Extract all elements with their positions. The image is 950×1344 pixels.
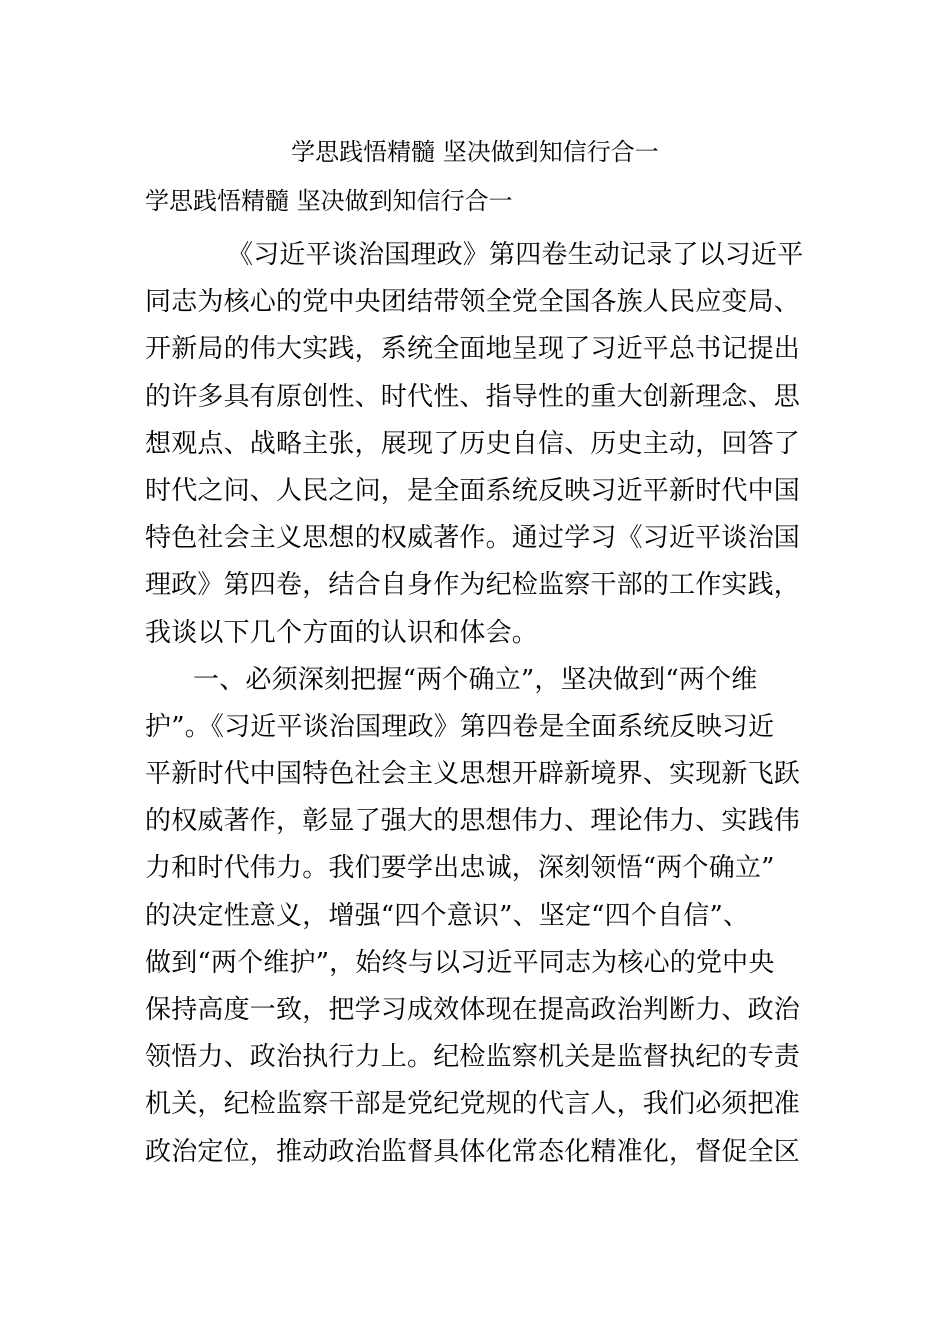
paragraph-line: 领悟力、政治执行力上。纪检监察机关是监督执纪的专责 <box>145 1042 801 1073</box>
paragraph-line: 《习近平谈治国理政》第四卷生动记录了以习近平 <box>227 240 804 270</box>
paragraph-line: 想观点、战略主张，展现了历史自信、历史主动，回答了 <box>145 428 801 459</box>
paragraph-line: 的许多具有原创性、时代性、指导性的重大创新理念、思 <box>145 381 801 412</box>
paragraph-line: 我谈以下几个方面的认识和体会。 <box>145 617 539 648</box>
paragraph-line: 时代之问、人民之问，是全面系统反映习近平新时代中国 <box>145 475 801 506</box>
paragraph-line: 力和时代伟力。我们要学出忠诚，深刻领悟“两个确立” <box>145 853 775 884</box>
paragraph-line: 同志为核心的党中央团结带领全党全国各族人民应变局、 <box>145 287 801 318</box>
paragraph-line: 的权威著作，彰显了强大的思想伟力、理论伟力、实践伟 <box>145 806 801 837</box>
document-subtitle: 学思践悟精髓 坚决做到知信行合一 <box>145 187 513 215</box>
paragraph-line: 机关，纪检监察干部是党纪党规的代言人，我们必须把准 <box>145 1089 801 1120</box>
document-body <box>145 232 805 1176</box>
paragraph-line: 的决定性意义，增强“四个意识”、坚定“四个自信”、 <box>145 900 750 931</box>
paragraph-line: 一、必须深刻把握“两个确立”，坚决做到“两个维 <box>193 664 758 695</box>
paragraph-line: 护”。《习近平谈治国理政》第四卷是全面系统反映习近 <box>145 711 775 742</box>
document-title: 学思践悟精髓 坚决做到知信行合一 <box>291 138 659 166</box>
paragraph-line: 特色社会主义思想的权威著作。通过学习《习近平谈治国 <box>145 523 801 554</box>
paragraph-line: 开新局的伟大实践，系统全面地呈现了习近平总书记提出 <box>145 334 801 365</box>
paragraph-line: 平新时代中国特色社会主义思想开辟新境界、实现新飞跃 <box>145 759 801 790</box>
paragraph-line: 做到“两个维护”，始终与以习近平同志为核心的党中央 <box>145 947 775 978</box>
paragraph-line: 保持高度一致，把学习成效体现在提高政治判断力、政治 <box>145 995 801 1025</box>
paragraph-line: 政治定位，推动政治监督具体化常态化精准化，督促全区 <box>145 1136 801 1167</box>
paragraph-line: 理政》第四卷，结合自身作为纪检监察干部的工作实践， <box>145 570 801 601</box>
